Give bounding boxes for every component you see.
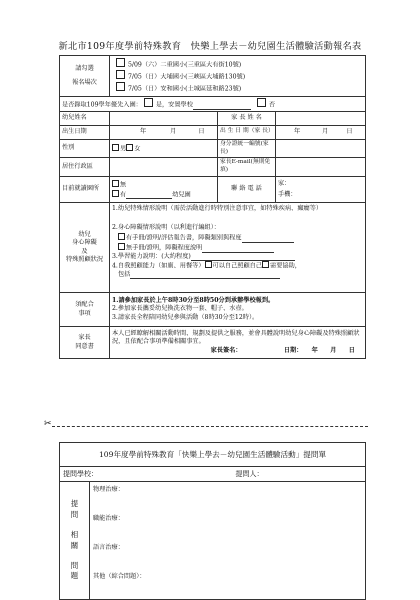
session-1-label: 5/09（六）二重國小(三重區大有街10號) [127,61,242,69]
school-have-checkbox[interactable] [112,190,119,197]
parent-birth-day-label: 日 [346,128,353,136]
question-school-label: 提問學校： [60,467,226,482]
contact-phone-label: 聯 絡 電 話 [218,177,276,203]
question-category-2: 問 [70,509,79,519]
need-help-field[interactable] [130,272,280,279]
gender-female-checkbox[interactable] [126,144,133,151]
special-label-cell [60,203,110,293]
priority-school-field[interactable] [193,103,251,110]
question-category-cell [60,482,90,600]
cut-line [52,426,368,427]
parent-birth-field[interactable] [276,125,366,139]
special-item-3: 3.學習能力說明：(大約程度) [112,252,191,260]
priority-no-label: 否 [268,101,276,109]
school-none-label: 無 [120,181,127,189]
school-field [110,177,218,203]
school-none-checkbox[interactable] [112,180,119,187]
disability-card-checkbox[interactable] [118,233,125,240]
birth-day-label: 日 [198,128,205,136]
page-title: 新北市109年度學前特殊教育 快樂上學去－幼兒園生活體驗活動報名表 [58,41,362,52]
topic-occupational-therapy[interactable]: 職能治療： [93,515,124,522]
consent-sign-label: 家長簽名： [210,346,242,354]
note-2: 2.參加家長攜妥幼兒換洗衣物一套、帽子、水壺。 [112,305,248,313]
priority-yes-label: 是，安置學校 [155,101,193,109]
question-category-5: 問 [70,560,79,570]
child-name-label: 幼兒姓名 [60,111,110,125]
priority-no-checkbox[interactable] [257,98,266,107]
notes-label-2: 事項 [78,309,91,317]
special-label-3: 及 [81,247,88,255]
consent-date-label: 日期： 年 月 日 [283,346,355,354]
parent-birth-label: 出 生 日 期（家 長） [218,125,276,139]
special-label-2: 身心障礙 [72,239,97,247]
topic-other[interactable]: 其他（綜合問題）： [93,573,146,580]
topic-physical-therapy[interactable]: 物理治療： [93,486,124,493]
school-name-field[interactable] [126,192,172,199]
no-card-checkbox[interactable] [118,243,125,250]
question-form-title: 109年度學前特殊教育「快樂上學去－幼兒園生活體驗活動」提問單 [60,443,366,467]
gender-field [110,139,218,158]
registration-form [59,55,366,359]
id-number-label: 身分證統一編號(家長) [218,139,276,158]
self-care-label: 可以自己照顧自己 [212,262,263,270]
special-label-4: 特殊照顧狀況 [65,255,104,263]
disability-card-label: 有手冊/證明/評估報告書，障礙類別與程度 [126,234,242,242]
email-label: 家長E-mail(無則免填) [218,158,276,177]
question-category-3: 相 [70,530,79,540]
topic-speech-therapy[interactable]: 語言治療： [93,544,124,551]
disability-card-field[interactable] [242,236,294,243]
question-category-4: 關 [70,540,79,550]
school-have-label: 有 [120,191,127,199]
session-option-2[interactable] [116,70,363,82]
special-label-1: 幼兒 [78,230,91,238]
session-3-checkbox[interactable] [116,82,125,91]
priority-yes-checkbox[interactable] [144,98,153,107]
need-help-checkbox[interactable] [262,261,269,268]
need-help-label: 需要協助， [270,262,301,270]
kindergarten-label: 幼兒園 [172,191,191,199]
email-field[interactable] [276,158,366,177]
contact-phone-field [276,177,366,203]
question-asker-label: 提問人： [226,467,366,482]
session-option-1[interactable] [116,58,363,70]
priority-question: 是否錄取109學年優先入園： [62,101,142,109]
special-item-2: 2.身心障礙情形說明（以利進行編組）： [112,224,220,232]
parent-birth-year-label: 年 [294,128,301,136]
parent-name-label: 家 長 姓 名 [218,111,276,125]
special-item-4: 4.自我照顧能力（如廁、用餐等） [112,262,205,270]
gender-male-label: 男 [120,145,127,153]
notes-label-1: 須配合 [75,301,94,309]
consent-label-cell [60,327,110,359]
session-label-2: 報名場次 [72,78,97,86]
session-1-checkbox[interactable] [116,58,125,67]
learning-ability-field[interactable] [191,254,295,261]
district-field[interactable] [110,158,218,177]
no-card-field[interactable] [202,246,274,253]
child-name-field[interactable] [110,111,218,125]
session-option-3[interactable] [116,82,363,94]
consent-label-1: 家長 [78,334,91,342]
parent-birth-month-label: 月 [322,128,329,136]
scissors-icon: ✂ [44,419,52,429]
self-care-checkbox[interactable] [205,261,212,268]
consent-text: 本人已經瞭解相關活動時間、規劃及提供之服務，並會具體說明幼兒身心障礙及特殊照顧狀況，且依配合事項準備相關事宜。 [112,330,360,346]
gender-female-label: 女 [134,145,141,153]
district-label: 居住行政區 [60,158,110,177]
question-category-6: 題 [70,571,79,581]
special-item-4c: 包括 [118,270,131,278]
mobile-phone-label: 手機： [278,191,297,199]
session-2-label: 7/05（日）大埔國小(三峽區大埔路130號) [127,73,246,81]
birth-year-label: 年 [140,128,147,136]
session-2-checkbox[interactable] [116,70,125,79]
session-label-1: 請勾選 [75,65,94,73]
no-card-label: 無手冊/證明，障礙程度說明 [126,244,203,252]
school-label: 目前就讀園所 [60,177,110,203]
home-phone-label: 家： [278,179,291,187]
note-3: 3.請家長全程陪同幼兒參與活動（8時30分至12時）。 [112,313,259,321]
note-1: 1.請參加家長於上午8時30分至8時50分到承辦學校報到。 [112,297,275,305]
birth-month-label: 月 [170,128,177,136]
id-number-field[interactable] [276,139,366,158]
question-form [59,442,366,600]
session-3-label: 7/05（日）安和國小(土城區延和路23號) [127,85,242,93]
special-item-1-blank[interactable] [112,213,363,224]
birth-date-field[interactable] [110,125,218,139]
gender-male-checkbox[interactable] [112,144,119,151]
session-label-cell [60,56,110,97]
consent-sign-field[interactable] [244,349,282,355]
notes-label-cell [60,293,110,327]
birth-date-label: 出生日期 [60,125,110,139]
special-item-1: 1.幼兒特殊情形說明（需於活動進行時特別注意事宜，如特殊疾病、癲癇等） [112,205,323,213]
gender-label: 性別 [60,139,110,158]
parent-name-field[interactable] [276,111,366,125]
consent-label-2: 同意書 [75,342,94,350]
question-category-1: 提 [70,499,79,509]
